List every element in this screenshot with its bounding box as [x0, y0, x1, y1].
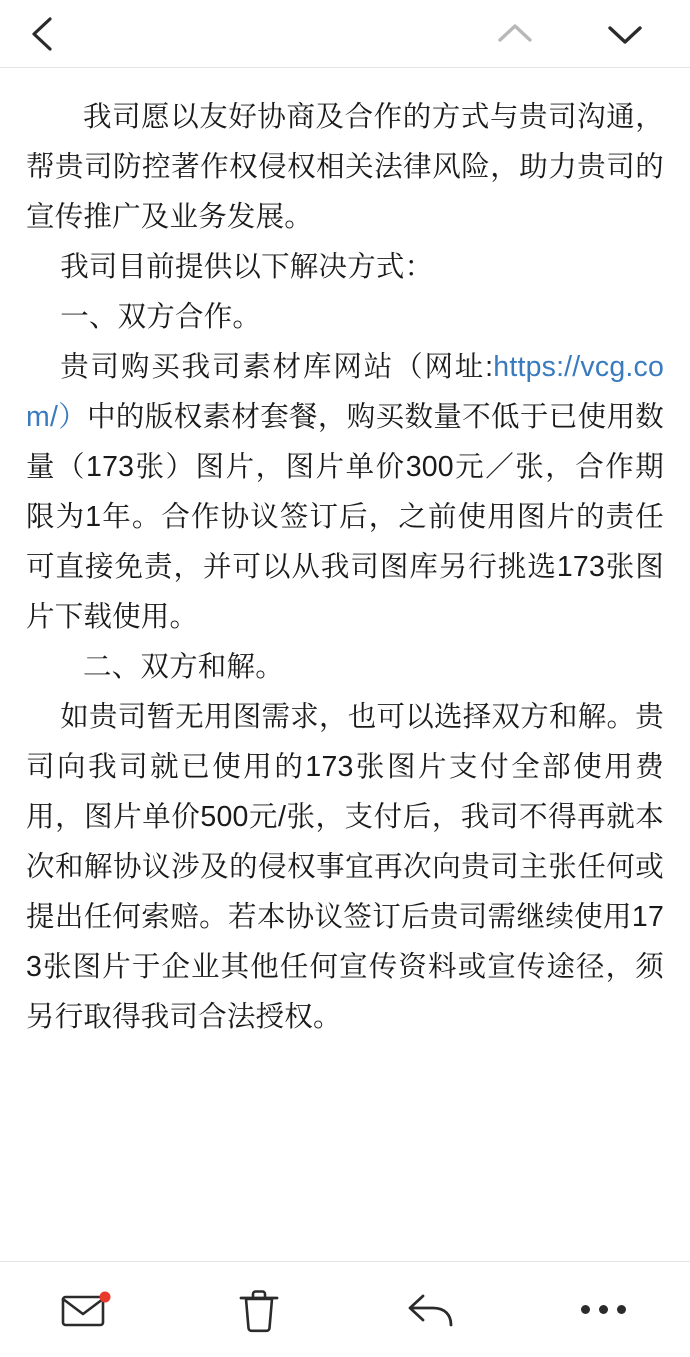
paragraph-solutions-lead: 我司目前提供以下解决方式：: [60, 251, 434, 283]
next-message-button[interactable]: [554, 14, 664, 54]
paragraph-option-two-title: 二、双方和解。: [83, 651, 284, 683]
message-body: [0, 68, 690, 1261]
chevron-down-icon: [598, 14, 652, 54]
paragraph-option-one-body: [26, 342, 664, 642]
vcg-website-link[interactable]: https://vcg.com/）: [26, 351, 664, 433]
reply-arrow-icon: [405, 1287, 457, 1333]
chevron-left-icon: [26, 14, 60, 54]
paragraph-option-two-body: 如贵司暂无用图需求，也可以选择双方和解。贵司向我司就已使用的173张图片支付全部使用费用，图片单价500元/张，支付后，我司不得再就本次和解协议涉及的侵权事宜再次向贵司主张任何或提出任何索赔。若本协议签订后贵司需继续使用173张图片于企业其他任何宣传资料或宣传途径，须另行取得我司合法授权。: [26, 701, 664, 1033]
chevron-up-icon: [488, 14, 542, 54]
delete-button[interactable]: [214, 1274, 304, 1346]
back-button[interactable]: [26, 14, 60, 54]
mark-unread-button[interactable]: [41, 1274, 131, 1346]
option-one-text-before-link: 贵司购买我司素材库网站（网址:: [60, 351, 494, 383]
reply-button[interactable]: [386, 1274, 476, 1346]
previous-message-button[interactable]: [444, 14, 554, 54]
more-options-button[interactable]: [559, 1274, 649, 1346]
paragraph-intro: 我司愿以友好协商及合作的方式与贵司沟通，帮贵司防控著作权侵权相关法律风险，助力贵司的宣传推广及业务发展。: [26, 101, 664, 233]
more-dots-icon: [581, 1305, 626, 1314]
option-one-text-after-link: 中的版权素材套餐，购买数量不低于已使用数量（173张）图片，图片单价300元／张，合作期限为1年。合作协议签订后，之前使用图片的责任可直接免责，并可以从我司图库另行挑选173张图片下载使用。: [26, 401, 664, 633]
paragraph-option-one-title: 一、双方合作。: [60, 301, 262, 333]
envelope-icon: [60, 1288, 112, 1332]
bottom-toolbar: [0, 1261, 690, 1357]
trash-icon: [237, 1287, 281, 1333]
top-navigation-bar: [0, 0, 690, 68]
